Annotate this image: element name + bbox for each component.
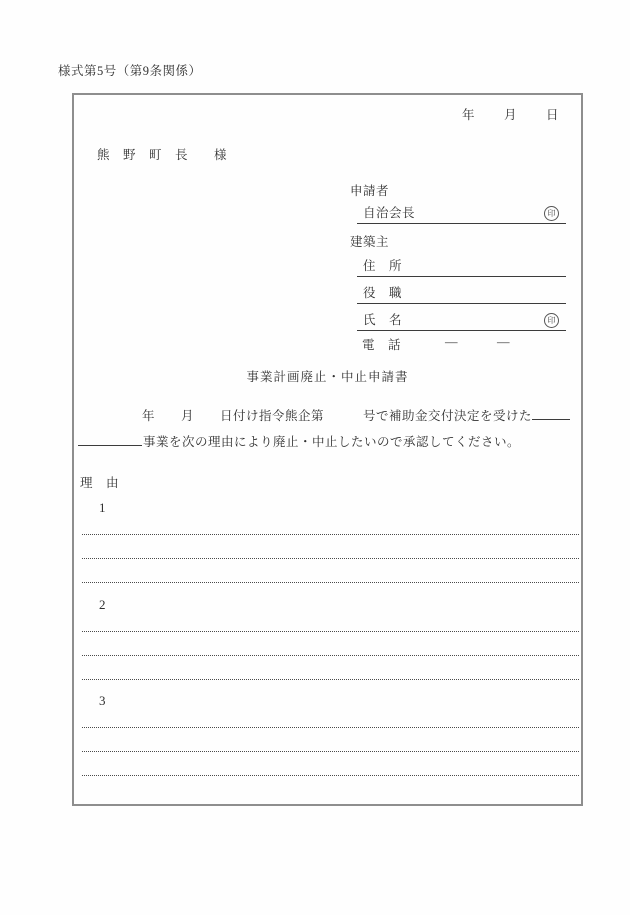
phone-dash: ―	[497, 335, 510, 349]
body-line-1	[142, 406, 570, 424]
blank-field-leading	[78, 432, 142, 446]
builder-section-label: 建築主	[350, 235, 390, 249]
position-label: 役 職	[363, 286, 403, 300]
dotted-line	[82, 516, 579, 535]
phone-field	[74, 335, 581, 351]
form-number-label: 様式第5号（第9条関係）	[58, 64, 202, 78]
blank-field-trailing	[532, 406, 570, 420]
month-label: 月	[503, 108, 517, 122]
reason-item	[82, 692, 579, 776]
position-field	[357, 282, 566, 304]
addressee: 熊 野 町 長 様	[97, 148, 228, 162]
applicant-role-field	[357, 201, 566, 224]
address-field	[357, 255, 566, 277]
dotted-line	[82, 709, 579, 728]
reason-section-label: 理 由	[80, 476, 120, 490]
dotted-line	[82, 752, 579, 776]
dotted-line	[82, 632, 579, 656]
dotted-line	[82, 535, 579, 559]
applicant-section-label: 申請者	[350, 184, 390, 198]
document-title: 事業計画廃止・中止申請書	[246, 370, 409, 384]
year-label: 年	[461, 108, 475, 122]
phone-dash: ―	[445, 335, 458, 349]
body-line-2	[78, 432, 520, 450]
reason-number: 3	[99, 693, 106, 708]
reason-item	[82, 499, 579, 583]
form-box	[72, 93, 583, 806]
reason-number: 1	[99, 500, 106, 515]
dotted-line	[82, 559, 579, 583]
dotted-line	[82, 728, 579, 752]
dotted-line	[82, 656, 579, 680]
reason-item	[82, 596, 579, 680]
seal-icon: 印	[544, 206, 559, 221]
body-line-2-text: 事業を次の理由により廃止・中止したいので承認してください。	[143, 435, 521, 449]
day-label: 日	[545, 108, 559, 122]
seal-icon: 印	[544, 313, 559, 328]
phone-label: 電 話	[362, 338, 402, 352]
date-line	[462, 108, 559, 122]
address-label: 住 所	[363, 259, 403, 273]
applicant-role-value: 自治会長	[363, 206, 416, 220]
dotted-line	[82, 613, 579, 632]
body-line-1-text: 年 月 日付け指令熊企第 号で補助金交付決定を受けた	[142, 409, 533, 423]
name-field	[357, 309, 566, 331]
reason-number: 2	[99, 597, 106, 612]
name-label: 氏 名	[363, 313, 403, 327]
